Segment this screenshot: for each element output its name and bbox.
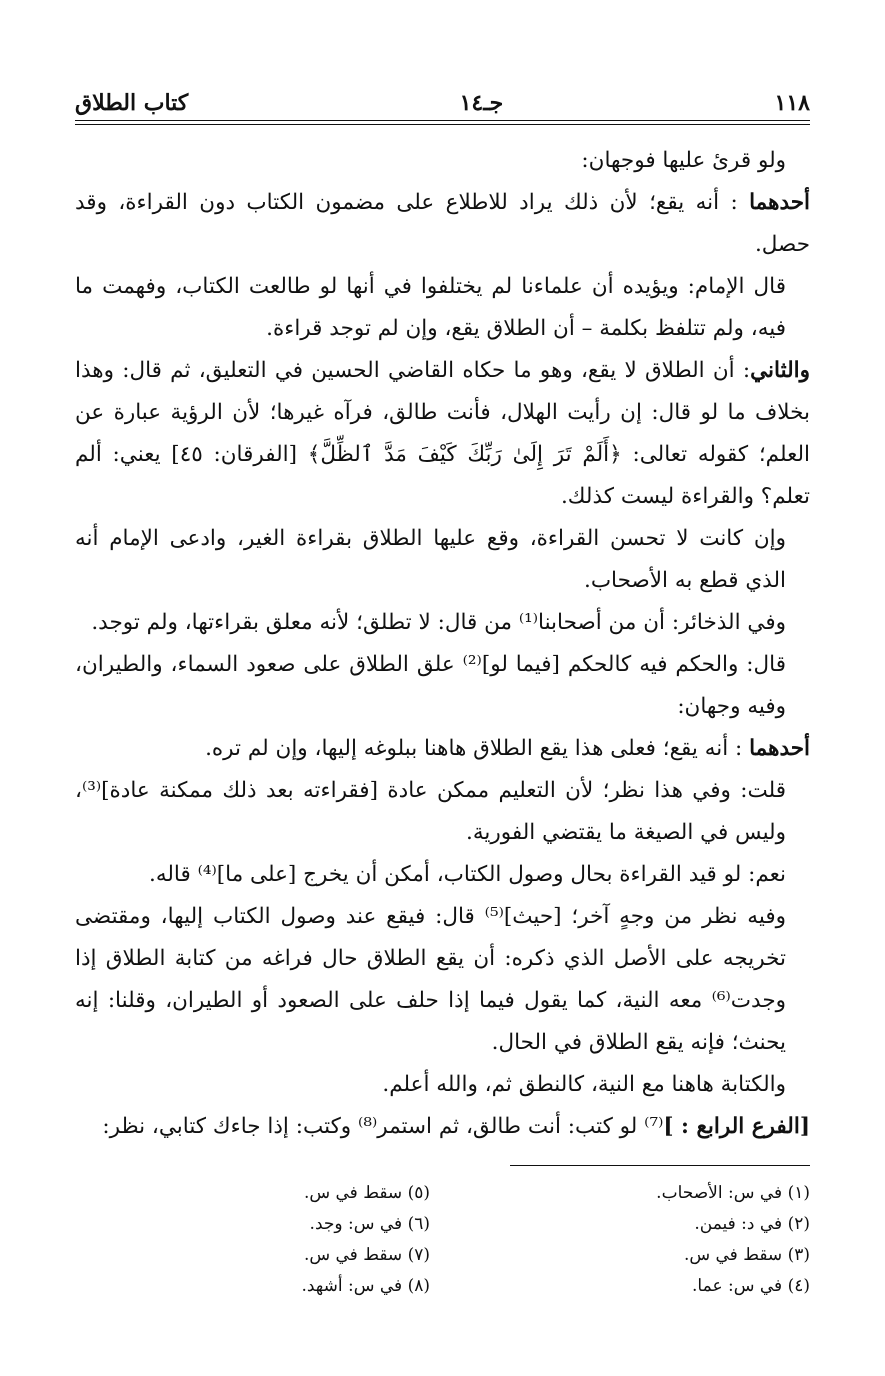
paragraph-lead: أحدهما xyxy=(749,190,810,215)
paragraph-text: : أن الطلاق لا يقع، وهو ما حكاه القاضي الحسين في التعليق، ثم قال: وهذا بخلاف ما لو قال: إن رأيت الهلال، فأنت طالق، فرآه غيرها؛ لأن الرؤية عبارة عن العلم؛ كقوله تعالى: ﴿أَلَمْ تَرَ إِلَىٰ رَبِّكَ كَيْفَ مَدَّ ٱلظِّلَّ﴾ [الفرقان: ٤٥] يعني: ألم تعلم؟ والقراءة ليست كذلك. xyxy=(75,358,810,509)
paragraph xyxy=(75,770,810,854)
footnotes-right-column xyxy=(490,1178,810,1302)
main-text xyxy=(75,140,810,1148)
paragraph-text: : أنه يقع؛ فعلى هذا يقع الطلاق هاهنا ببلوغه إليها، وإن لم تره. xyxy=(205,736,750,761)
paragraph-text: ⁽⁷⁾ لو كتب: أنت طالق، ثم استمر⁽⁸⁾ وكتب: إذا جاءك كتابي، نظر: xyxy=(102,1114,664,1139)
footnote: (٨) في س: أشهد. xyxy=(301,1276,430,1296)
footnote: (٦) في س: وجد. xyxy=(309,1214,430,1234)
paragraph xyxy=(75,266,810,350)
footnotes xyxy=(75,1178,810,1302)
volume-label: جـ١٤ xyxy=(459,90,504,116)
paragraph-text: وفيه نظر من وجهٍ آخر؛ [حيث]⁽⁵⁾ قال: فيقع عند وصول الكتاب إليها، ومقتضى تخريجه على الأصل الذي ذكره: أن يقع الطلاق حال فراغه من كتابة الطلاق إذا وجدت⁽⁶⁾ معه النية، كما يقول فيما إذا حلف على الصعود أو الطيران، وقلنا: إنه يحنث؛ فإنه يقع الطلاق في الحال. xyxy=(75,904,786,1055)
paragraph xyxy=(75,1106,810,1148)
footnotes-left-column xyxy=(110,1178,430,1302)
paragraph-text: والكتابة هاهنا مع النية، كالنطق ثم، والله أعلم. xyxy=(382,1072,786,1097)
page-header xyxy=(75,70,810,116)
paragraph-lead: [الفرع الرابع : ] xyxy=(663,1114,810,1139)
header-rule xyxy=(75,120,810,125)
paragraph-text: نعم: لو قيد القراءة بحال وصول الكتاب، أمكن أن يخرج [على ما]⁽⁴⁾ قاله. xyxy=(149,862,786,887)
paragraph-text: ولو قرئ عليها فوجهان: xyxy=(581,148,786,173)
paragraph xyxy=(75,182,810,266)
paragraph xyxy=(75,518,810,602)
footnote: (٥) سقط في س. xyxy=(303,1183,430,1203)
book-title: كتاب الطلاق xyxy=(75,90,189,116)
paragraph-lead: أحدهما xyxy=(749,736,810,761)
paragraph xyxy=(75,728,810,770)
paragraph xyxy=(75,854,810,896)
footnote: (١) في س: الأصحاب. xyxy=(656,1183,810,1203)
footnote-rule xyxy=(510,1165,810,1166)
paragraph xyxy=(75,1064,810,1106)
paragraph xyxy=(75,644,810,728)
paragraph-text: قلت: وفي هذا نظر؛ لأن التعليم ممكن عادة [فقراءته بعد ذلك ممكنة عادة]⁽³⁾، وليس في الصيغة ما يقتضي الفورية. xyxy=(75,778,786,845)
paragraph-text: وإن كانت لا تحسن القراءة، وقع عليها الطلاق بقراءة الغير، وادعى الإمام أنه الذي قطع به الأصحاب. xyxy=(75,526,786,593)
paragraph xyxy=(75,140,810,182)
paragraph-text: : أنه يقع؛ لأن ذلك يراد للاطلاع على مضمون الكتاب دون القراءة، وقد حصل. xyxy=(75,190,810,257)
paragraph-text: قال: والحكم فيه كالحكم [فيما لو]⁽²⁾ علق الطلاق على صعود السماء، والطيران، وفيه وجهان: xyxy=(75,652,787,719)
footnote: (٤) في س: عما. xyxy=(692,1276,810,1296)
footnote: (٢) في د: فيمن. xyxy=(694,1214,810,1234)
paragraph xyxy=(75,602,810,644)
paragraph-text: وفي الذخائر: أن من أصحابنا⁽¹⁾ من قال: لا تطلق؛ لأنه معلق بقراءتها، ولم توجد. xyxy=(91,610,786,635)
footnote: (٧) سقط في س. xyxy=(303,1245,430,1265)
paragraph-lead: والثاني xyxy=(750,358,810,383)
paragraph-text: قال الإمام: ويؤيده أن علماءنا لم يختلفوا في أنها لو طالعت الكتاب، وفهمت ما فيه، ولم تتلفظ بكلمة – أن الطلاق يقع، وإن لم توجد قراءة. xyxy=(75,274,786,341)
footnote: (٣) سقط في س. xyxy=(683,1245,810,1265)
paragraph xyxy=(75,350,810,518)
paragraph xyxy=(75,896,810,1064)
page-number: ١١٨ xyxy=(774,90,810,116)
